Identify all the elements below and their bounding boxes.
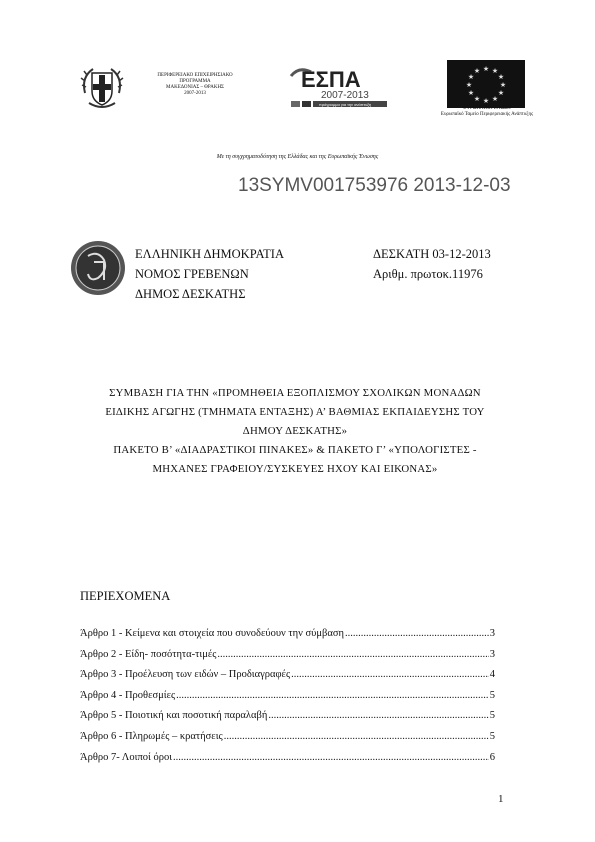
title-line: ΜΗΧΑΝΕΣ ΓΡΑΦΕΙΟΥ/ΣΥΣΚΕΥΕΣ ΗΧΟΥ ΚΑΙ ΕΙΚΟΝΑΣ» <box>152 463 438 475</box>
municipality-seal-icon <box>70 240 126 296</box>
svg-text:★: ★ <box>473 67 481 75</box>
toc-entry[interactable] <box>80 628 495 649</box>
toc-leader <box>173 752 489 763</box>
svg-text:★: ★ <box>497 73 505 81</box>
toc-page: 5 <box>489 730 495 742</box>
document-meta <box>373 244 491 284</box>
espa-years: 2007-2013 <box>321 90 369 101</box>
toc-leader <box>291 669 489 680</box>
org-line: ΕΛΛΗΝΙΚΗ ΔΗΜΟΚΡΑΤΙΑ <box>135 247 284 261</box>
program-text-line: ΠΕΡΙΦΕΡΕΙΑΚΟ ΕΠΙΧΕΙΡΗΣΙΑΚΟ <box>157 73 233 78</box>
toc-label: Άρθρο 4 - Προθεσμίες <box>80 689 176 701</box>
svg-text:★: ★ <box>467 73 475 81</box>
toc-leader <box>224 731 489 742</box>
toc-entry[interactable] <box>80 649 495 670</box>
contract-title <box>75 384 515 479</box>
toc-label: Άρθρο 7- Λοιποί όροι <box>80 751 173 763</box>
table-of-contents <box>80 628 495 772</box>
toc-label: Άρθρο 6 - Πληρωμές – κρατήσεις <box>80 730 223 742</box>
title-line: ΕΙΔΙΚΗΣ ΑΓΩΓΗΣ (ΤΜΗΜΑΤΑ ΕΝΤΑΞΗΣ) Α’ ΒΑΘΜΙΑΣ ΕΚΠΑΙΔΕΥΣΗΣ ΤΟΥ <box>105 406 485 418</box>
page-number: 1 <box>498 793 504 805</box>
eu-text-line: ΕΥΡΩΠΑΪΚΗ ΕΝΩΣΗ <box>463 106 511 111</box>
title-line: ΔΗΜΟΥ ΔΕΣΚΑΤΗΣ» <box>242 425 348 437</box>
toc-label: Άρθρο 5 - Ποιοτική και ποσοτική παραλαβή <box>80 710 268 722</box>
registry-stamp: 13SYMV001753976 2013-12-03 <box>238 175 511 196</box>
toc-leader <box>345 628 489 639</box>
program-text-line: ΜΑΚΕΔΟΝΙΑΣ – ΘΡΑΚΗΣ <box>166 85 224 90</box>
protocol-number: Αριθμ. πρωτοκ.11976 <box>373 267 483 281</box>
org-line: ΝΟΜΟΣ ΓΡΕΒΕΝΩΝ <box>135 267 249 281</box>
org-line: ΔΗΜΟΣ ΔΕΣΚΑΤΗΣ <box>135 287 246 301</box>
title-line: ΣΥΜΒΑΣΗ ΓΙΑ ΤΗΝ «ΠΡΟΜΗΘΕΙΑ ΕΞΟΠΛΙΣΜΟΥ ΣΧΟΛΙΚΩΝ ΜΟΝΑΔΩΝ <box>109 387 481 399</box>
svg-text:★: ★ <box>499 81 507 89</box>
toc-label: Άρθρο 3 - Προέλευση των ειδών – Προδιαγραφές <box>80 669 291 681</box>
espa-title: ΕΣΠΑ <box>301 67 361 92</box>
svg-text:★: ★ <box>482 65 490 73</box>
program-text-line: ΠΡΟΓΡΑΜΜΑ <box>179 79 211 84</box>
toc-leader <box>176 690 489 701</box>
contents-heading: ΠΕΡΙΕΧΟΜΕΝΑ <box>80 589 171 603</box>
toc-entry[interactable] <box>80 669 495 690</box>
espa-tagline: πρόγραμμα για την ανάπτυξη <box>319 102 372 107</box>
eu-flag-icon <box>447 60 525 108</box>
toc-label: Άρθρο 1 - Κείμενα και στοιχεία που συνοδεύουν την σύμβαση <box>80 628 344 639</box>
organization-block <box>135 244 284 304</box>
greek-emblem-icon <box>77 63 127 113</box>
toc-page: 6 <box>489 751 495 763</box>
cofinance-note: Με τη συγχρηματοδότηση της Ελλάδας και της Ευρωπαϊκής Ένωσης <box>216 154 379 160</box>
svg-text:★: ★ <box>482 97 490 105</box>
toc-leader <box>268 710 488 721</box>
toc-entry[interactable] <box>80 690 495 711</box>
toc-page: 4 <box>489 669 495 681</box>
toc-entry[interactable] <box>80 731 495 752</box>
toc-page: 5 <box>489 689 495 701</box>
title-line: ΠΑΚΕΤΟ Β’ «ΔΙΑΔΡΑΣΤΙΚΟΙ ΠΙΝΑΚΕΣ» & ΠΑΚΕΤΟ Γ’ «ΥΠΟΛΟΓΙΣΤΕΣ - <box>113 444 477 456</box>
program-text <box>130 73 260 97</box>
eu-text <box>428 106 546 118</box>
espa-logo <box>289 62 389 110</box>
toc-page: 3 <box>489 628 495 639</box>
toc-entry[interactable] <box>80 752 495 773</box>
toc-page: 3 <box>489 648 495 660</box>
toc-label: Άρθρο 2 - Είδη- ποσότητα-τιμές <box>80 648 217 660</box>
program-text-line: 2007-2013 <box>184 91 206 96</box>
place-date: ΔΕΣΚΑΤΗ 03-12-2013 <box>373 247 491 261</box>
svg-text:★: ★ <box>491 67 499 75</box>
svg-text:★: ★ <box>467 89 475 97</box>
svg-text:★: ★ <box>491 95 499 103</box>
toc-entry[interactable] <box>80 710 495 731</box>
eu-text-line: Ευρωπαϊκό Ταμείο Περιφερειακής Ανάπτυξης <box>440 112 534 117</box>
toc-leader <box>217 649 488 660</box>
svg-text:★: ★ <box>473 95 481 103</box>
svg-text:★: ★ <box>497 89 505 97</box>
svg-text:★: ★ <box>465 81 473 89</box>
toc-page: 5 <box>489 710 495 722</box>
